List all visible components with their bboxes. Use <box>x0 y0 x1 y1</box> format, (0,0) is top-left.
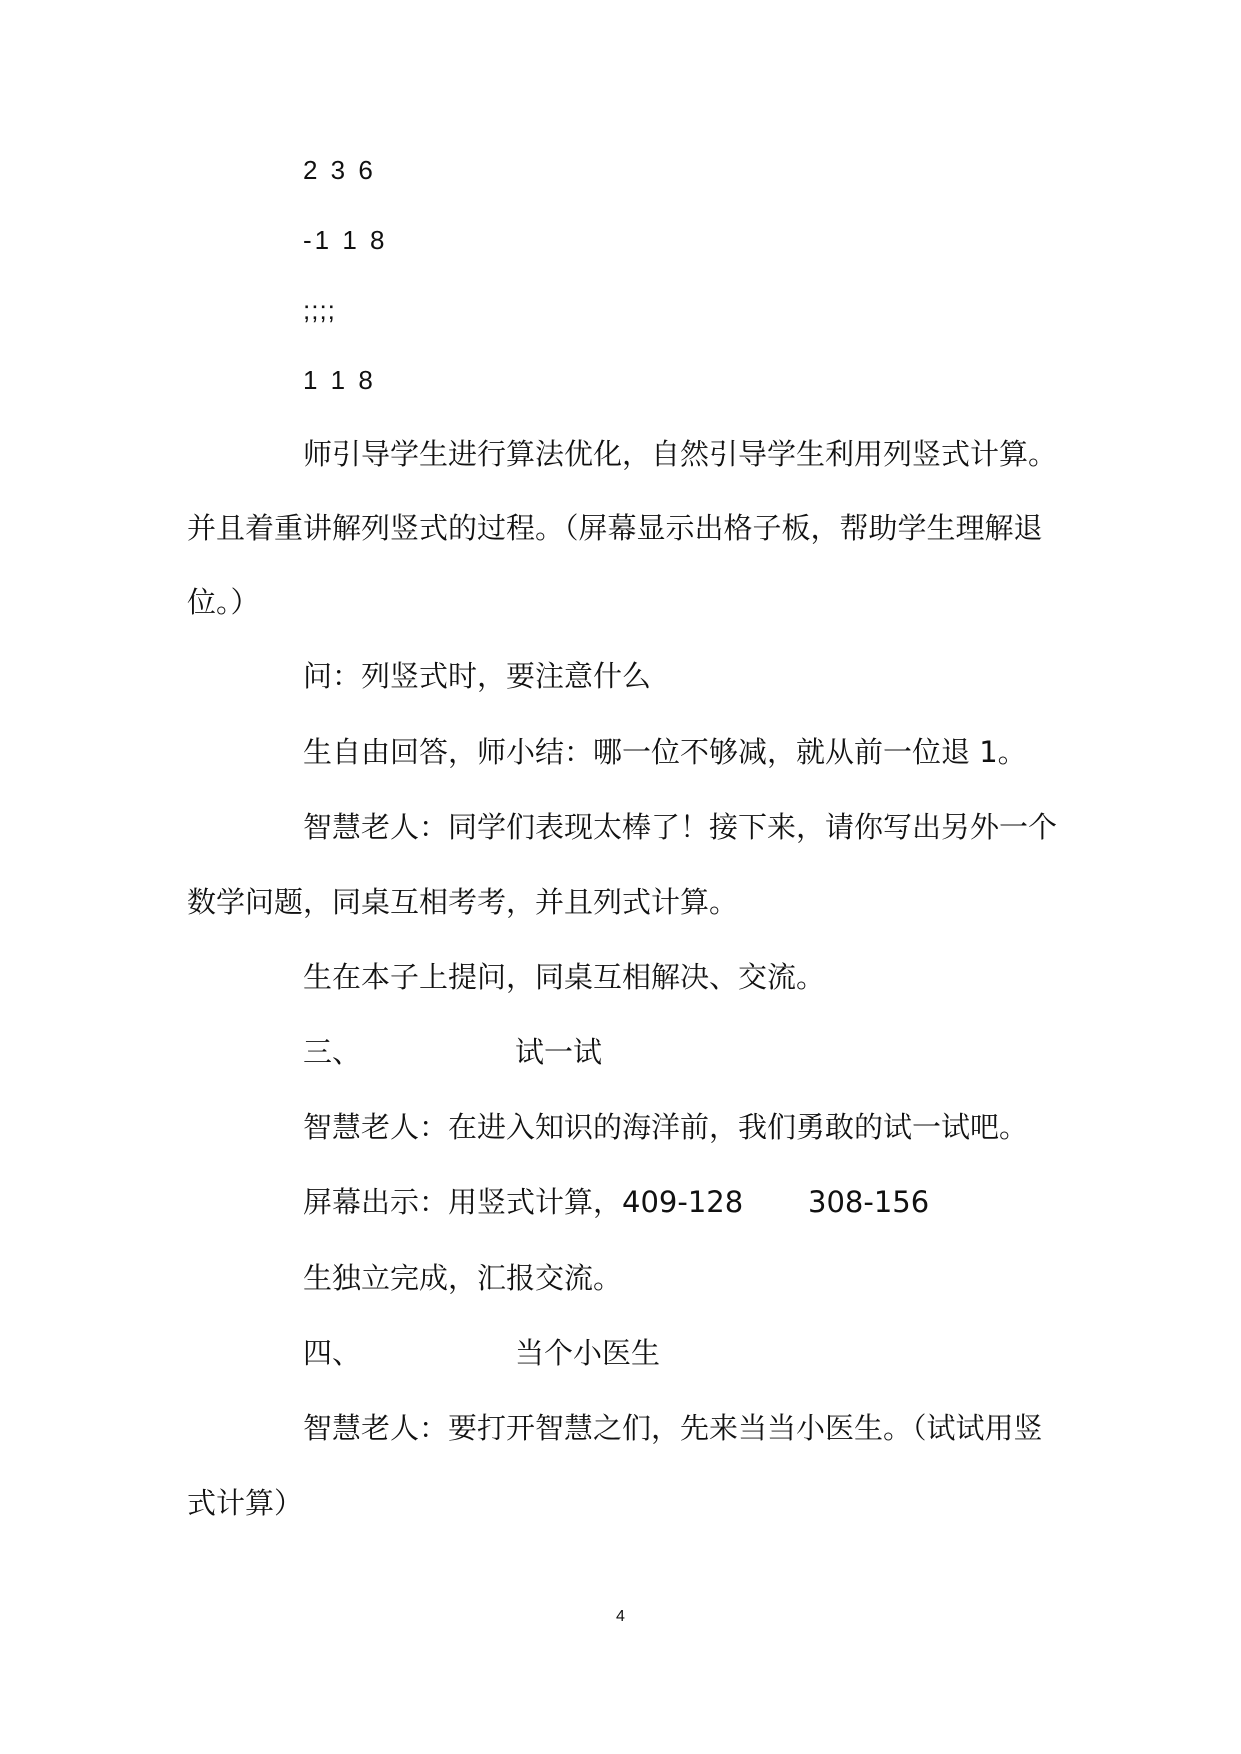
section-title: 试一试 <box>515 1035 603 1069</box>
paragraph-line: 式计算） <box>187 1486 304 1520</box>
section-number: 三、 <box>303 1035 362 1069</box>
expression: 308-156 <box>808 1185 930 1219</box>
paragraph-line: 问：列竖式时，要注意什么 <box>303 659 652 693</box>
paragraph-line: 智慧老人：在进入知识的海洋前，我们勇敢的试一试吧。 <box>303 1110 1029 1144</box>
paragraph-line: 并且着重讲解列竖式的过程。（屏幕显示出格子板，帮助学生理解退 <box>187 511 1043 545</box>
paragraph-line: 智慧老人：同学们表现太棒了！接下来，请你写出另外一个 <box>303 810 1058 844</box>
paragraph-line: 智慧老人：要打开智慧之们，先来当当小医生。（试试用竖 <box>303 1411 1043 1445</box>
paragraph-line: 生在本子上提问，同桌互相解决、交流。 <box>303 960 826 994</box>
calc-subtrahend: -1 1 8 <box>303 225 388 255</box>
paragraph-line: 数学问题，同桌互相考考，并且列式计算。 <box>187 885 739 919</box>
paragraph-line: 位。） <box>187 585 260 619</box>
calc-minuend: 2 3 6 <box>303 155 376 185</box>
section-title: 当个小医生 <box>515 1336 661 1370</box>
paragraph-line: 师引导学生进行算法优化，自然引导学生利用列竖式计算。 <box>303 437 1058 471</box>
paragraph-line: 生自由回答，师小结：哪一位不够减，就从前一位退 1。 <box>303 735 1027 769</box>
paragraph-line: 屏幕出示：用竖式计算，409-128 <box>303 1185 744 1219</box>
section-number: 四、 <box>303 1336 362 1370</box>
calc-result: 1 1 8 <box>303 365 376 395</box>
page-number: 4 <box>616 1608 625 1625</box>
paragraph-line: 生独立完成，汇报交流。 <box>303 1261 623 1295</box>
calc-separator: ;;;; <box>303 295 336 325</box>
